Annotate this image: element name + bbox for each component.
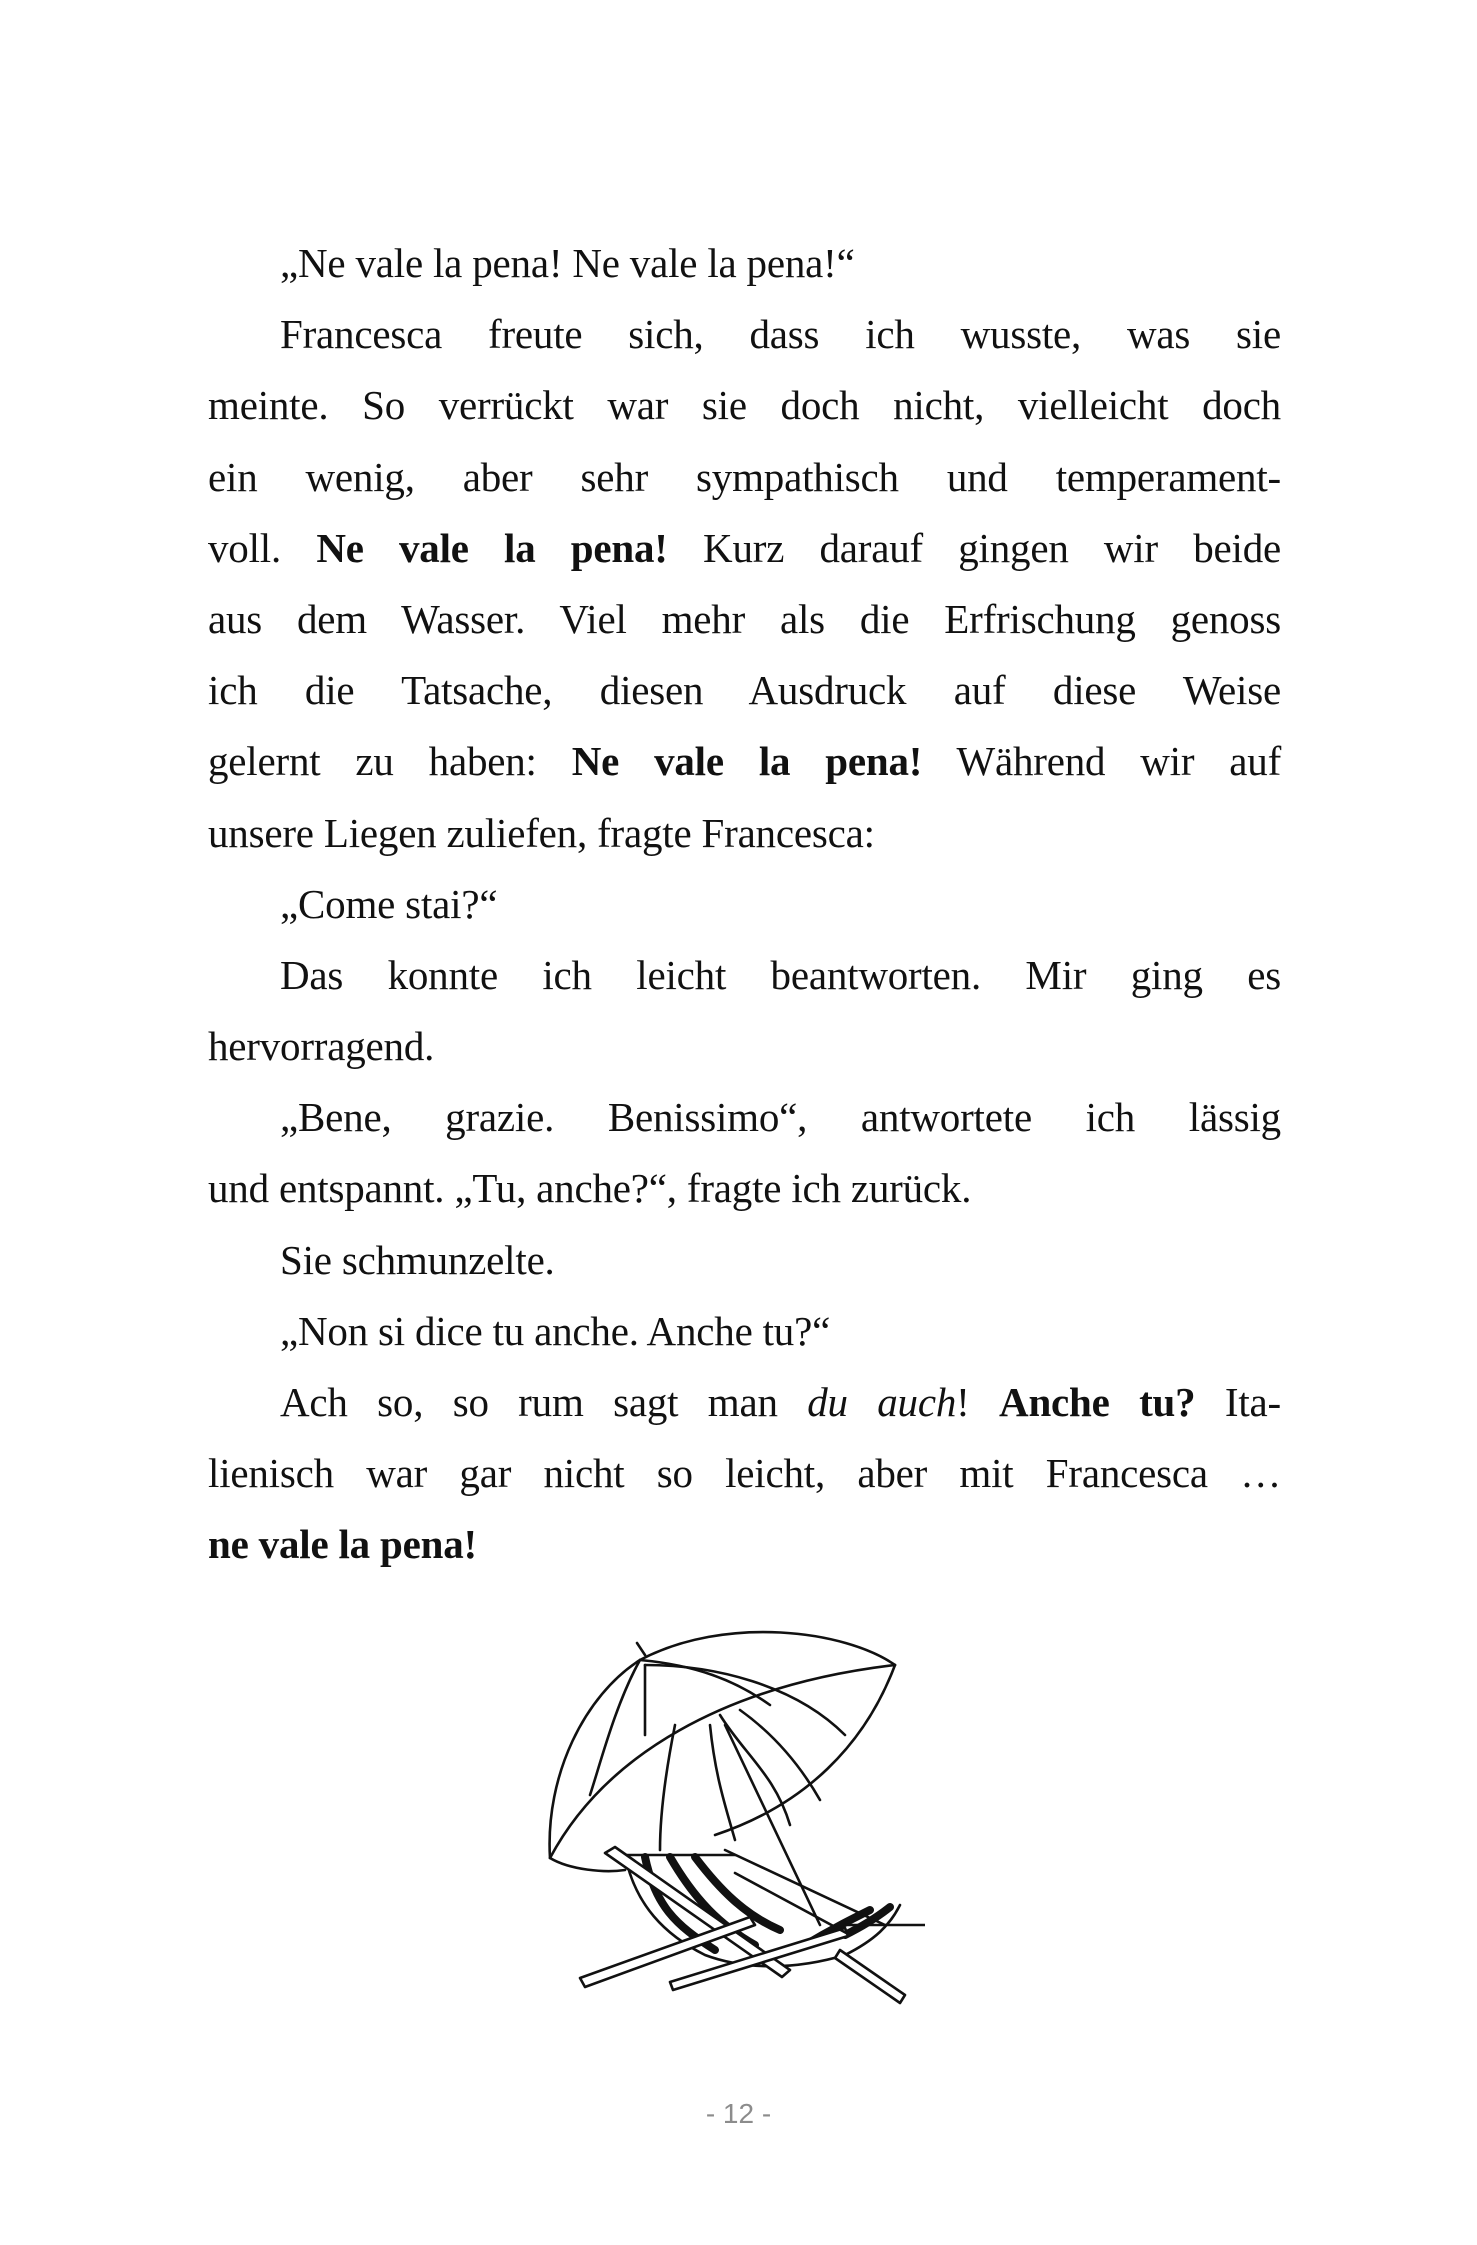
bold-phrase: Ne vale la pena! [316,524,668,571]
text-segment: Francesca freute sich, dass ich wusste, was sie [280,311,1281,358]
text-segment: ein wenig, aber sehr sympathisch und temperament- [208,453,1281,500]
text-segment: und entspannt. „Tu, anche?“, fragte ich zurück. [208,1165,972,1212]
text-segment: „Bene, grazie. Benissimo“, antwortete ich lässig [280,1094,1281,1141]
text-line [208,228,1281,299]
text-line [208,869,1281,940]
text-line [208,584,1281,655]
text-segment: lienisch war gar nicht so leicht, aber mit Francesca … [208,1450,1281,1497]
text-segment: meinte. So verrückt war sie doch nicht, vielleicht doch [208,382,1281,429]
page-number: - 12 - [705,2098,772,2129]
text-segment: ich die Tatsache, diesen Ausdruck auf diese Weise [208,667,1281,714]
text-line [208,1296,1281,1367]
text-segment: unsere Liegen zuliefen, fragte Francesca: [208,809,875,856]
text-line [208,726,1281,797]
text-segment: ! [956,1379,1000,1425]
body-text [208,228,1281,1581]
text-line [208,1438,1281,1509]
beach-umbrella-deckchair-icon [545,1625,925,2013]
text-segment: voll. [208,524,317,571]
text-line [208,1225,1281,1296]
text-segment: „Non si dice tu anche. Anche tu?“ [280,1307,831,1354]
text-line [208,1509,1281,1580]
text-segment: Das konnte ich leicht beantworten. Mir ging es [280,951,1281,998]
italic-phrase: du auch [807,1379,957,1425]
text-segment: Kurz darauf gingen wir beide [667,524,1281,571]
text-line [208,798,1281,869]
bold-phrase: Anche tu? [999,1379,1196,1425]
text-line [208,513,1281,584]
text-segment: aus dem Wasser. Viel mehr als die Erfrischung genoss [208,595,1281,642]
text-line [208,442,1281,513]
text-line [208,299,1281,370]
text-line [208,655,1281,726]
text-segment: hervorragend. [208,1023,435,1070]
text-line [208,1153,1281,1224]
text-segment: „Ne vale la pena! Ne vale la pena!“ [280,240,855,286]
text-line [208,940,1281,1011]
text-line [208,1367,1281,1438]
text-segment: Während wir auf [922,738,1282,785]
text-segment: „Come stai?“ [280,880,498,927]
text-segment: Ita- [1195,1379,1281,1425]
text-line [208,370,1281,441]
text-line [208,1082,1281,1153]
text-segment: Sie schmunzelte. [280,1236,555,1283]
text-line [208,1011,1281,1082]
text-segment: Ach so, so rum sagt man [280,1379,808,1425]
bold-phrase: ne vale la pena! [208,1521,477,1568]
text-segment: gelernt zu haben: [208,738,572,785]
bold-phrase: Ne vale la pena! [571,738,923,785]
